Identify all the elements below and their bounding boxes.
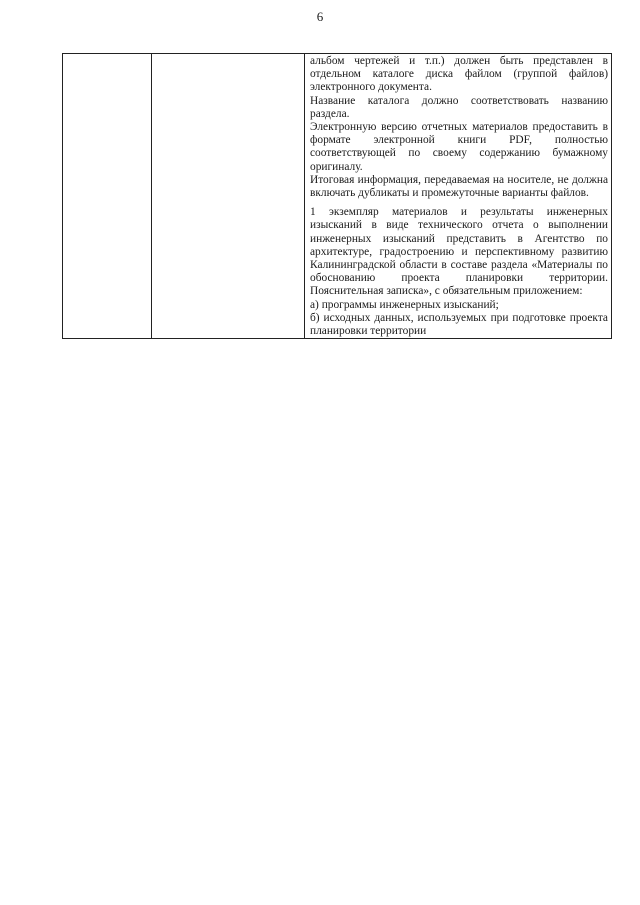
paragraph: Название каталога должно соответствовать названию раздела. (310, 94, 608, 120)
paragraph: 1 экземпляр материалов и результаты инженерных изысканий в виде технического отчета о выполнении инженерных изысканий представить в Агентство по архитектуре, градостроению и перспективному развитию Калининградской области в составе раздела «Материалы по обоснованию проекта планировки территории. Пояснительная записка», с обязательным приложением: (310, 206, 608, 298)
list-item: а) программы инженерных изысканий; (310, 298, 499, 311)
paragraph: Итоговая информация, передаваемая на носителе, не должна включать дубликаты и промежуточные варианты файлов. (310, 173, 608, 200)
table-cell-number (63, 54, 152, 339)
table-row (63, 54, 612, 339)
table-cell-section (152, 54, 305, 339)
requirements-table (62, 53, 612, 339)
list-item: б) исходных данных, используемых при подготовке проекта планировки территории (310, 311, 608, 338)
table-cell-requirements (305, 54, 612, 339)
paragraph: альбом чертежей и т.п.) должен быть представлен в отдельном каталоге диска файлом (группой файлов) электронного документа. (310, 55, 608, 94)
paragraph: Электронную версию отчетных материалов предоставить в формате электронной книги PDF, полностью соответствующей по своему содержанию бумажному оригиналу. (310, 121, 608, 173)
page-number: 6 (316, 9, 324, 24)
